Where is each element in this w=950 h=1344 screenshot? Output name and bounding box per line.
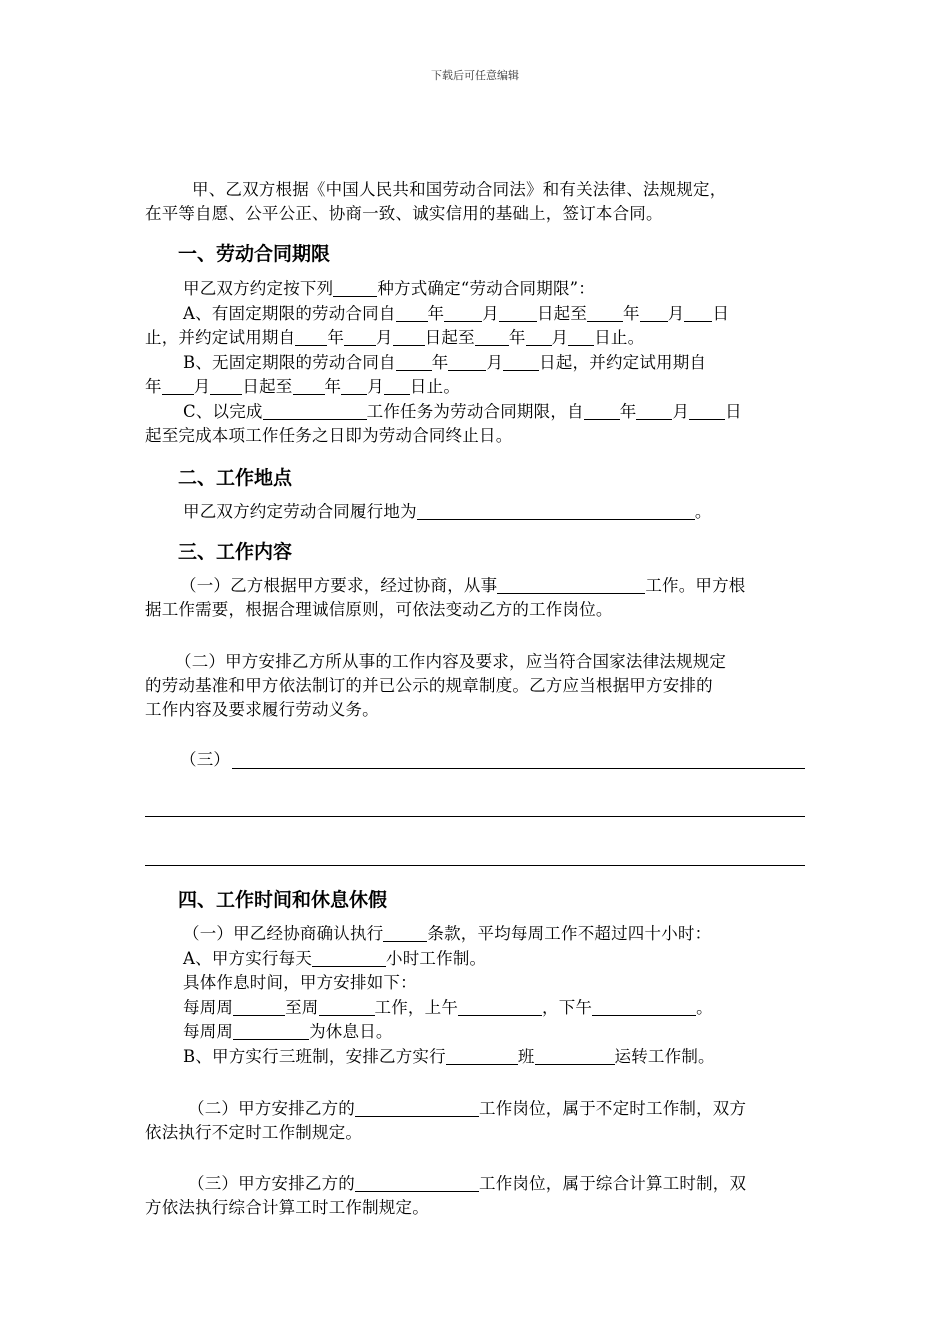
job-blank[interactable]: [497, 575, 645, 594]
shift-blank[interactable]: [446, 1046, 518, 1065]
sec4-a-line: [183, 947, 486, 971]
sec4-week-line: [183, 996, 713, 1020]
sec3-p2-line-3: 工作内容及要求履行劳动义务。: [145, 700, 379, 719]
sec2-location-line: [183, 500, 712, 524]
sec1-option-c-line-1: [183, 400, 742, 424]
post-text-b: 工作岗位，属于综合计算工时制，双: [479, 1174, 747, 1193]
daily-hours-text-b: 小时工作制。: [386, 949, 487, 968]
sec4-detail-line: 具体作息时间，甲方安排如下：: [183, 973, 417, 992]
post-text-b: 工作岗位，属于不定时工作制，双方: [479, 1099, 747, 1118]
blank[interactable]: [584, 401, 620, 420]
intro-line-2: 在平等自愿、公平公正、协商一致、诚实信用的基础上，签订本合同。: [145, 204, 663, 223]
blank[interactable]: [162, 376, 194, 395]
year-label: 年: [427, 304, 445, 323]
duty-text: （一）乙方根据甲方要求，经过协商，从事: [180, 576, 498, 595]
option-a-text: A、有固定期限的劳动合同自: [183, 304, 396, 323]
day-label: 日: [725, 402, 742, 421]
day-label: 日起至: [536, 304, 588, 323]
blank[interactable]: [319, 997, 375, 1016]
rotation-blank[interactable]: [535, 1046, 615, 1065]
location-text: 甲乙双方约定劳动合同履行地为: [183, 502, 417, 521]
clause-blank[interactable]: [383, 923, 427, 942]
section-1-title: 一、劳动合同期限: [178, 243, 331, 265]
morning-blank[interactable]: [458, 997, 542, 1016]
blank[interactable]: [344, 327, 376, 346]
blank[interactable]: [526, 327, 552, 346]
shift-text-c: 运转工作制。: [614, 1047, 715, 1066]
blank[interactable]: [396, 303, 428, 322]
year-label: 年: [619, 402, 637, 421]
sec1-method-text-b: 种方式确定“劳动合同期限”：: [377, 279, 595, 298]
afternoon-text: ，下午: [542, 998, 593, 1017]
blank[interactable]: [640, 303, 668, 322]
blank[interactable]: [393, 327, 425, 346]
post-text: （三）甲方安排乙方的: [188, 1174, 355, 1193]
blank[interactable]: [295, 327, 327, 346]
sec3-p2-line-2: 的劳动基准和甲方依法制订的并已公示的规章制度。乙方应当根据甲方安排的: [145, 676, 713, 695]
sec4-p2-line-1: [188, 1097, 746, 1121]
afternoon-blank[interactable]: [592, 997, 696, 1016]
sec4-p3-line-1: [188, 1172, 746, 1196]
blank[interactable]: [293, 376, 325, 395]
day-label: 日起，并约定试用期自: [539, 353, 707, 372]
sec3-p3-blank-1[interactable]: [232, 768, 805, 769]
day-label: 日: [712, 304, 730, 323]
daily-hours-text: A、甲方实行每天: [183, 949, 313, 968]
blank[interactable]: [499, 303, 537, 322]
sec3-p1-line-1: [180, 574, 746, 598]
rest-day-blank[interactable]: [233, 1021, 309, 1040]
sec4-p2-line-2: 依法执行不定时工作制规定。: [145, 1123, 363, 1142]
method-count-blank[interactable]: [333, 278, 377, 297]
period: 。: [694, 502, 712, 521]
sec4-rest-line: [183, 1020, 393, 1044]
shift-text-b: 班: [517, 1047, 535, 1066]
week-text: 每周周: [183, 998, 234, 1017]
sec1-method-text-a: 甲乙双方约定按下列: [183, 279, 334, 298]
month-label: 月: [551, 328, 569, 347]
blank[interactable]: [636, 401, 672, 420]
post-blank[interactable]: [355, 1098, 479, 1117]
option-b-text: B、无固定期限的劳动合同自: [183, 353, 396, 372]
month-label: 月: [376, 328, 393, 347]
section-4-title: 四、工作时间和休息休假: [178, 889, 388, 911]
sec1-option-b-line-1: [183, 351, 706, 375]
section-2-title: 二、工作地点: [178, 467, 293, 489]
day-label: 日止。: [409, 377, 461, 396]
header-note: 下载后可任意编辑: [431, 69, 519, 82]
clause-text-b: 条款，平均每周工作不超过四十小时：: [427, 924, 712, 943]
sec4-p3-line-2: 方依法执行综合计算工时工作制规定。: [145, 1198, 429, 1217]
sec4-p1-line: [183, 922, 711, 946]
day-label: 日起至: [242, 377, 293, 396]
option-c-text: C、以完成: [183, 402, 263, 421]
shift-text: B、甲方实行三班制，安排乙方实行: [183, 1047, 446, 1066]
blank[interactable]: [210, 376, 242, 395]
sec3-p3-label: （三）: [180, 750, 231, 769]
sec1-option-a-line-2: [145, 326, 644, 350]
sec3-p1-line-2: 据工作需要，根据合理诚信原则，可依法变动乙方的工作岗位。: [145, 600, 613, 619]
sec1-option-a-line-1: [183, 302, 729, 326]
blank[interactable]: [503, 352, 539, 371]
month-label: 月: [367, 377, 384, 396]
period: 。: [696, 998, 713, 1017]
blank[interactable]: [341, 376, 367, 395]
sec1-option-b-line-2: [145, 375, 460, 399]
sec3-p3-blank-3[interactable]: [145, 865, 805, 866]
rest-text: 每周周: [183, 1022, 234, 1041]
duty-text-b: 工作。甲方根: [645, 576, 746, 595]
section-3-title: 三、工作内容: [178, 541, 293, 563]
sec1-method-line: [183, 277, 595, 301]
day-label: 日止。: [594, 328, 645, 347]
task-text: 工作任务为劳动合同期限，自: [366, 402, 584, 421]
day-label: 日起至: [424, 328, 475, 347]
blank[interactable]: [384, 376, 410, 395]
clause-text: （一）甲乙经协商确认执行: [183, 924, 384, 943]
sec1-option-c-line-2: 起至完成本项工作任务之日即为劳动合同终止日。: [145, 426, 513, 445]
rest-text-b: 为休息日。: [309, 1022, 393, 1041]
week-text: 至周: [285, 998, 319, 1017]
month-label: 月: [672, 402, 690, 421]
year-label: 年: [145, 377, 162, 396]
month-label: 月: [667, 304, 685, 323]
sec3-p3-blank-2[interactable]: [145, 816, 805, 817]
post-blank[interactable]: [355, 1173, 479, 1192]
year-label: 年: [623, 304, 640, 323]
morning-text: 工作，上午: [374, 998, 459, 1017]
sec4-b-line: [183, 1045, 715, 1069]
blank[interactable]: [396, 352, 432, 371]
month-label: 月: [193, 377, 211, 396]
year-label: 年: [324, 377, 342, 396]
blank[interactable]: [448, 352, 486, 371]
post-text: （二）甲方安排乙方的: [188, 1099, 355, 1118]
task-blank[interactable]: [263, 401, 367, 420]
sec3-p2-line-1: （二）甲方安排乙方所从事的工作内容及要求，应当符合国家法律法规规定: [175, 652, 727, 671]
intro-line-1: 甲、乙双方根据《中国人民共和国劳动合同法》和有关法律、法规规定，: [192, 180, 727, 199]
month-label: 月: [486, 353, 504, 372]
hours-blank[interactable]: [312, 948, 386, 967]
location-blank[interactable]: [417, 501, 695, 520]
blank[interactable]: [475, 327, 509, 346]
blank[interactable]: [689, 401, 725, 420]
year-label: 年: [327, 328, 345, 347]
year-label: 年: [508, 328, 526, 347]
blank[interactable]: [568, 327, 594, 346]
blank[interactable]: [233, 997, 285, 1016]
probation-text: 止，并约定试用期自: [145, 328, 296, 347]
year-label: 年: [431, 353, 449, 372]
month-label: 月: [482, 304, 499, 323]
blank[interactable]: [684, 303, 712, 322]
blank[interactable]: [444, 303, 482, 322]
blank[interactable]: [587, 303, 623, 322]
